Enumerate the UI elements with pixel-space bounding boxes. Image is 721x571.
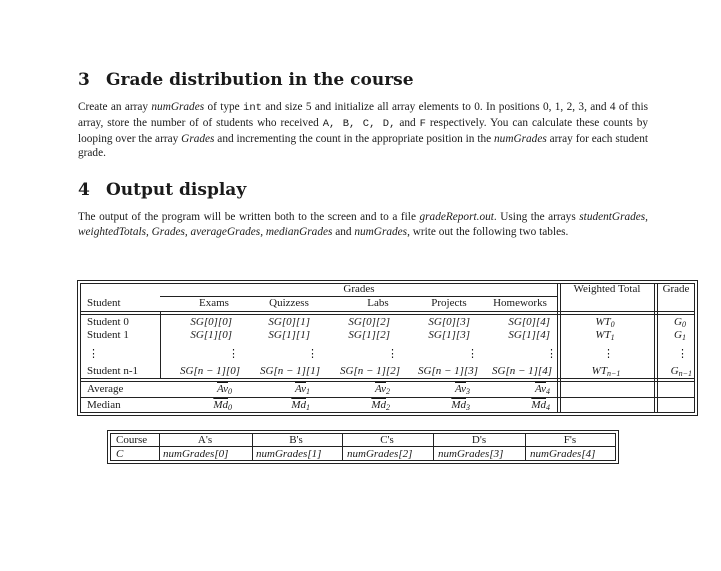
- grade-cell: $G_{n-1}$: [670, 365, 692, 378]
- table-cell: SG[0][2]: [348, 316, 390, 328]
- average-cell: $\overline{Av}_1$: [295, 383, 310, 396]
- section-4-heading: [78, 180, 246, 200]
- ellipsis-vertical: ⋮: [603, 348, 614, 360]
- ellipsis-vertical: ⋮: [387, 348, 398, 360]
- section-3-paragraph: Create an array numGrades of type int and size 5 and initialize all array elements to 0. In positions 0, 1, 2, 3, and 4 of this array, store the number of of students who received A, B, C, D, and F respectively. You can calculate these counts by looping over the array Grades and incrementing the count in the appropriate position in the numGrades array for each student grade.: [78, 101, 648, 160]
- table-cell: SG[0][0]: [190, 316, 232, 328]
- table-cell: SG[0][1]: [268, 316, 310, 328]
- grade-letter-header: D's: [471, 434, 487, 446]
- section-4-paragraph: The output of the program will be written both to the screen and to a file gradeReport.out. Using the arrays studentGrades, weightedTotals, Grades, averageGrades, medianGrades and numGrades, write out the following two tables.: [78, 211, 649, 238]
- average-row-label: Average: [87, 383, 124, 395]
- table-cell: SG[n − 1][1]: [260, 365, 320, 377]
- count-cell: numGrades[1]: [256, 448, 322, 460]
- weighted-total-cell: $WT_1$: [595, 329, 615, 342]
- student-column-header: Student: [87, 297, 121, 309]
- ellipsis-vertical: ⋮: [546, 348, 557, 360]
- section-4-number: 4: [78, 180, 90, 200]
- count-cell: numGrades[3]: [438, 448, 504, 460]
- average-cell: $\overline{Av}_3$: [455, 383, 470, 396]
- grade-letter-header: C's: [380, 434, 394, 446]
- count-cell: numGrades[2]: [347, 448, 413, 460]
- table-cell: SG[n − 1][0]: [180, 365, 240, 377]
- grade-letter-header: A's: [197, 434, 213, 446]
- weighted-total-header: Weighted Total: [573, 283, 641, 295]
- table-cell: SG[1][3]: [428, 329, 470, 341]
- ellipsis-vertical: ⋮: [228, 348, 239, 360]
- average-cell: $\overline{Av}_2$: [375, 383, 390, 396]
- count-cell: numGrades[0]: [163, 448, 229, 460]
- ellipsis-vertical: ⋮: [467, 348, 478, 360]
- median-cell: $\overline{Md}_1$: [291, 399, 310, 412]
- median-cell: $\overline{Md}_0$: [213, 399, 232, 412]
- count-cell: numGrades[4]: [530, 448, 596, 460]
- average-cell: $\overline{Av}_4$: [535, 383, 550, 396]
- course-value: C: [116, 448, 124, 460]
- median-cell: $\overline{Md}_3$: [451, 399, 470, 412]
- sub-col-header: Labs: [367, 297, 389, 309]
- table-cell: SG[0][4]: [508, 316, 550, 328]
- grades-group-header: Grades: [343, 283, 375, 295]
- ellipsis-vertical: ⋮: [307, 348, 318, 360]
- table-cell: SG[n − 1][4]: [492, 365, 552, 377]
- ellipsis-vertical: ⋮: [88, 348, 99, 360]
- ellipsis-vertical: ⋮: [677, 348, 688, 360]
- sub-col-header: Quizzess: [269, 297, 309, 309]
- sub-col-header: Exams: [199, 297, 229, 309]
- table-cell: SG[1][1]: [268, 329, 310, 341]
- median-cell: $\overline{Md}_4$: [531, 399, 550, 412]
- weighted-total-cell: $WT_0$: [595, 316, 615, 329]
- table-cell: SG[n − 1][2]: [340, 365, 400, 377]
- row-label: Student 0: [87, 316, 129, 328]
- grade-cell: $G_1$: [674, 329, 686, 342]
- sub-col-header: Homeworks: [493, 297, 547, 309]
- table-cell: SG[n − 1][3]: [418, 365, 478, 377]
- median-cell: $\overline{Md}_2$: [371, 399, 390, 412]
- course-header: Course: [116, 434, 148, 446]
- section-4-title: Output display: [106, 180, 247, 200]
- average-cell: $\overline{Av}_0$: [217, 383, 232, 396]
- grade-cell: $G_0$: [674, 316, 686, 329]
- table-cell: SG[1][4]: [508, 329, 550, 341]
- row-label: Student 1: [87, 329, 129, 341]
- sub-col-header: Projects: [431, 297, 467, 309]
- table-cell: SG[0][3]: [428, 316, 470, 328]
- grade-column-header: Grade: [662, 283, 690, 295]
- section-3-number: 3: [78, 70, 90, 90]
- table-cell: SG[1][0]: [190, 329, 232, 341]
- median-row-label: Median: [87, 399, 121, 411]
- grade-letter-header: F's: [563, 434, 577, 446]
- weighted-total-cell: $WT_{n-1}$: [591, 365, 621, 378]
- table-cell: SG[1][2]: [348, 329, 390, 341]
- section-3-title: Grade distribution in the course: [106, 70, 414, 90]
- row-label: Student n-1: [87, 365, 139, 377]
- grade-letter-header: B's: [289, 434, 303, 446]
- section-3-heading: [78, 70, 414, 90]
